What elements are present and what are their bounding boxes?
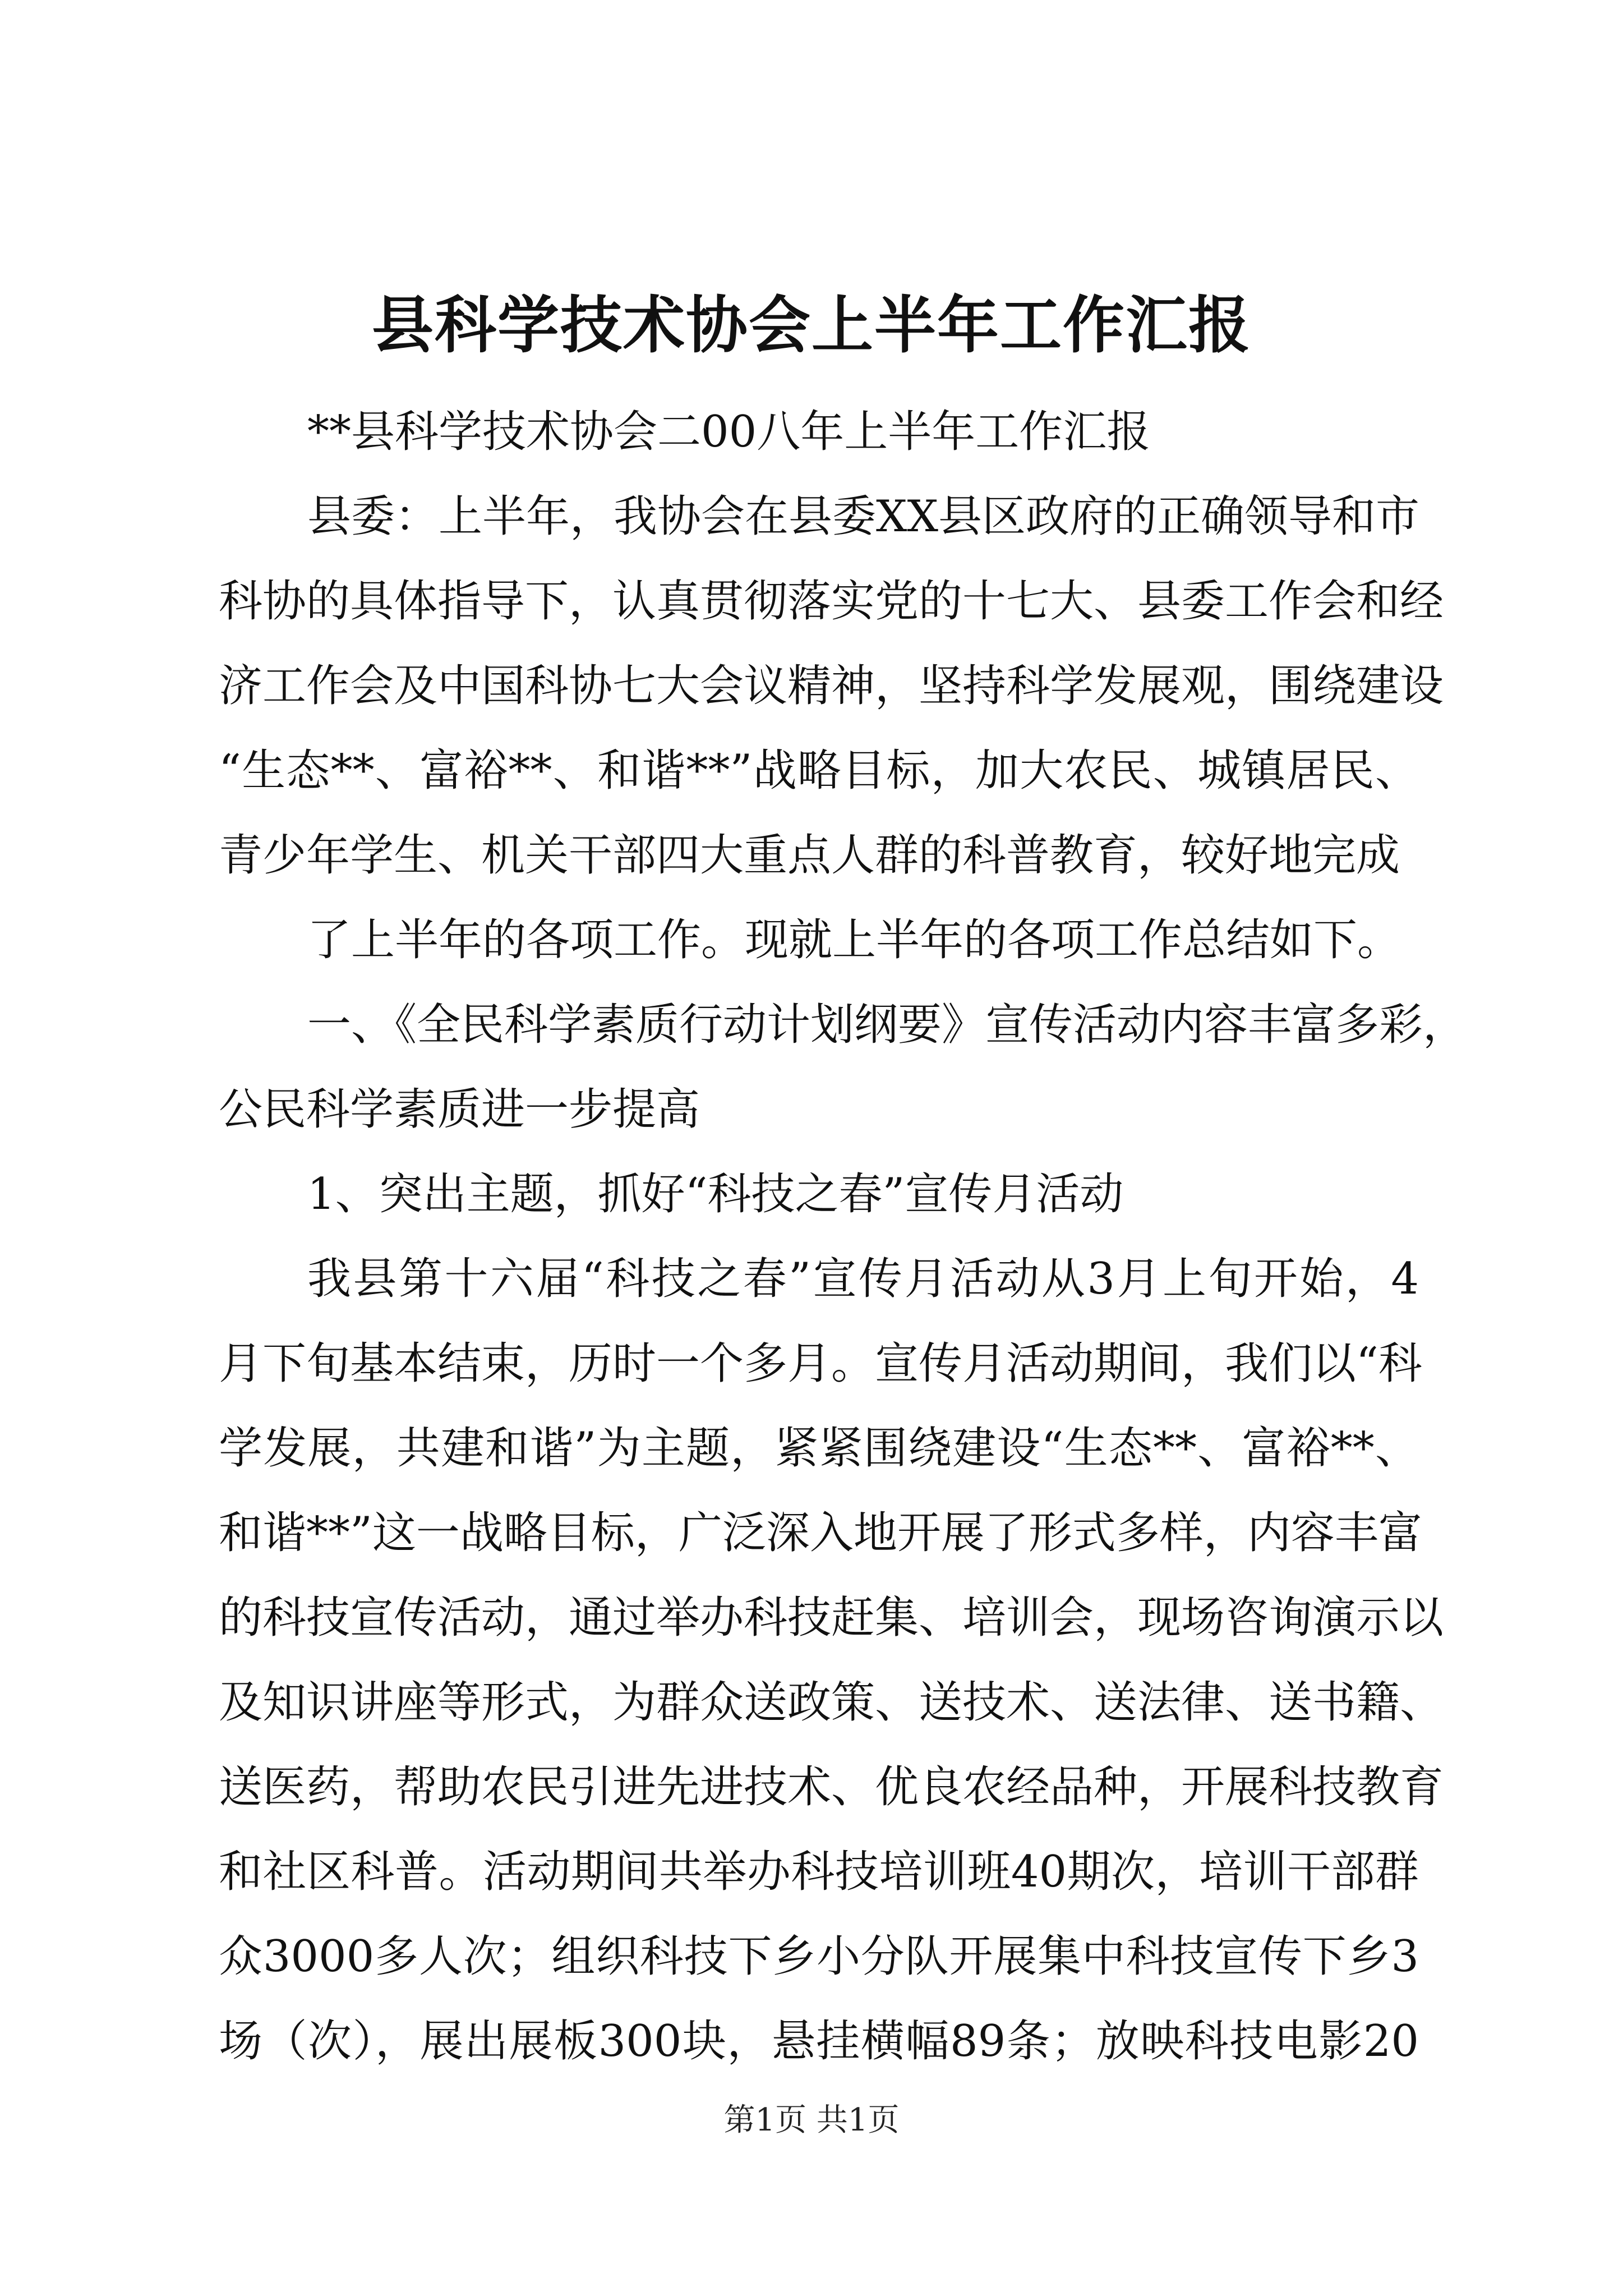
document-title: 县科学技术协会上半年工作汇报 (372, 289, 1251, 361)
document-body (219, 390, 1467, 2084)
paragraph-line: 科协的具体指导下，认真贯彻落实党的十七大、县委工作会和经 (219, 576, 1444, 627)
paragraph-line: 及知识讲座等形式，为群众送政策、送技术、送法律、送书籍、 (219, 1677, 1444, 1728)
paragraph-line: 和谐**”这一战略目标，广泛深入地开展了形式多样，内容丰富 (219, 1508, 1422, 1558)
subtitle-line: **县科学技术协会二00八年上半年工作汇报 (307, 407, 1151, 457)
section-heading-line: 公民科学素质进一步提高 (219, 1084, 700, 1135)
paragraph-line: 县委：上半年，我协会在县委XX县区政府的正确领导和市 (307, 491, 1420, 542)
section-heading-line: 一、《全民科学素质行动计划纲要》宣传活动内容丰富多彩， (307, 1000, 1467, 1050)
paragraph-line: 的科技宣传活动，通过举办科技赶集、培训会，现场咨询演示以 (219, 1593, 1444, 1643)
paragraph-line: 和社区科普。活动期间共举办科技培训班40期次，培训干部群 (219, 1847, 1419, 1897)
paragraph-line: 场（次），展出展板300块，悬挂横幅89条；放映科技电影20 (219, 2016, 1419, 2067)
paragraph-line: 青少年学生、机关干部四大重点人群的科普教育，较好地完成 (219, 830, 1400, 881)
paragraph-line: “生态**、富裕**、和谐**”战略目标，加大农民、城镇居民、 (219, 746, 1419, 796)
paragraph-line: 众3000多人次；组织科技下乡小分队开展集中科技宣传下乡3 (219, 1931, 1419, 1982)
paragraph-line: 济工作会及中国科协七大会议精神，坚持科学发展观，围绕建设 (219, 661, 1444, 711)
paragraph-line: 我县第十六届“科技之春”宣传月活动从3月上旬开始，4 (307, 1254, 1419, 1304)
paragraph-line: 了上半年的各项工作。现就上半年的各项工作总结如下。 (307, 915, 1401, 965)
subsection-heading-line: 1、突出主题，抓好“科技之春”宣传月活动 (307, 1169, 1124, 1220)
paragraph-line: 学发展，共建和谐”为主题，紧紧围绕建设“生态**、富裕**、 (219, 1423, 1419, 1474)
paragraph-line: 送医药，帮助农民引进先进技术、优良农经品种，开展科技教育 (219, 1762, 1444, 1812)
paragraph-line: 月下旬基本结束，历时一个多月。宣传月活动期间，我们以“科 (219, 1338, 1422, 1389)
page-footer: 第1页 共1页 (723, 2102, 900, 2138)
